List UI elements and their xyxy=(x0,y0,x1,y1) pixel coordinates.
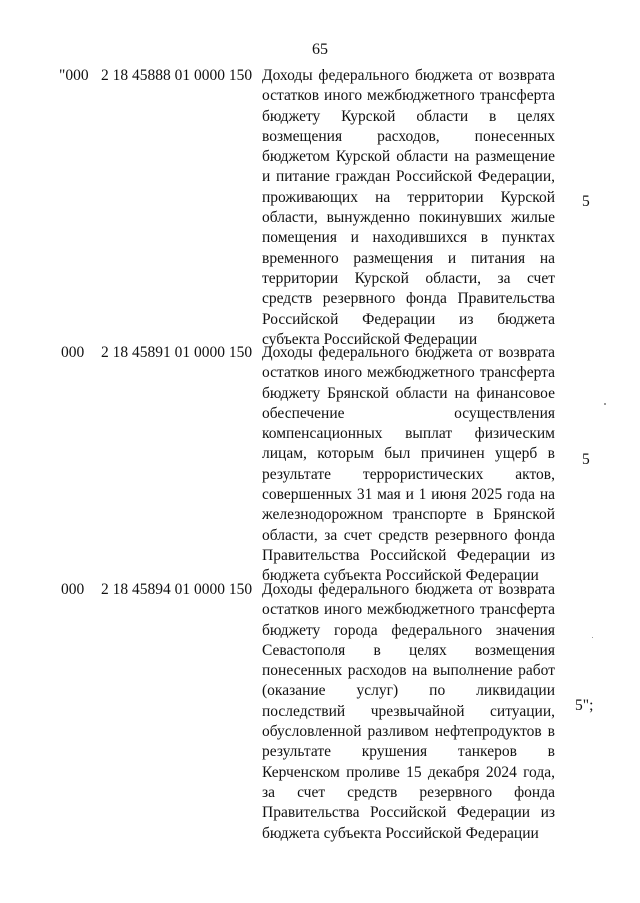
revenue-code: 2 18 45894 01 0000 150 xyxy=(101,581,253,598)
row-description: Доходы федерального бюджета от возврата остатков иного межбюджетного трансферта бюджету Брянской области на финансовое обеспечение осуществления компенсационных выплат физическим лицам, которым был причинен ущерб в результате террористических актов, совершенных 31 мая и 1 июня 2025 года на железнодорожном транспорте в Брянской области, за счет средств резервного фонда Правительства Российской Федерации из бюджета субъекта Российской Федерации xyxy=(262,344,555,585)
scan-speck xyxy=(592,637,593,638)
row-amount: 5"; xyxy=(575,697,594,714)
page-number: 65 xyxy=(312,41,328,58)
admin-code: 000 xyxy=(61,581,85,598)
row-description: Доходы федерального бюджета от возврата остатков иного межбюджетного трансферта бюджету города федерального значения Севастополя в целях возмещения понесенных расходов на выполнение работ (оказание услуг) по ликвидации последствий чрезвычайной ситуации, обусловленной разливом нефтепродуктов в результате крушения танкеров в Керченском проливе 15 декабря 2024 года, за счет средств резервного фонда Правительства Российской Федерации из бюджета субъекта Российской Федерации xyxy=(262,581,555,842)
admin-code: "000 xyxy=(59,67,89,84)
admin-code: 000 xyxy=(61,344,85,361)
scan-speck xyxy=(604,403,606,405)
row-amount: 5 xyxy=(582,451,590,468)
row-amount: 5 xyxy=(582,193,590,210)
revenue-code: 2 18 45891 01 0000 150 xyxy=(101,344,253,361)
row-description: Доходы федерального бюджета от возврата остатков иного межбюджетного трансферта бюджету Курской области в целях возмещения расходов, понесенных бюджетом Курской области на размещение и питание граждан Российской Федерации, проживающих на территории Курской области, вынужденно покинувших жилые помещения и находившихся в пунктах временного размещения и питания на территории Курской области, за счет средств резервного фонда Правительства Российской Федерации из бюджета субъекта Российской Федерации xyxy=(262,67,555,348)
revenue-code: 2 18 45888 01 0000 150 xyxy=(101,67,253,84)
